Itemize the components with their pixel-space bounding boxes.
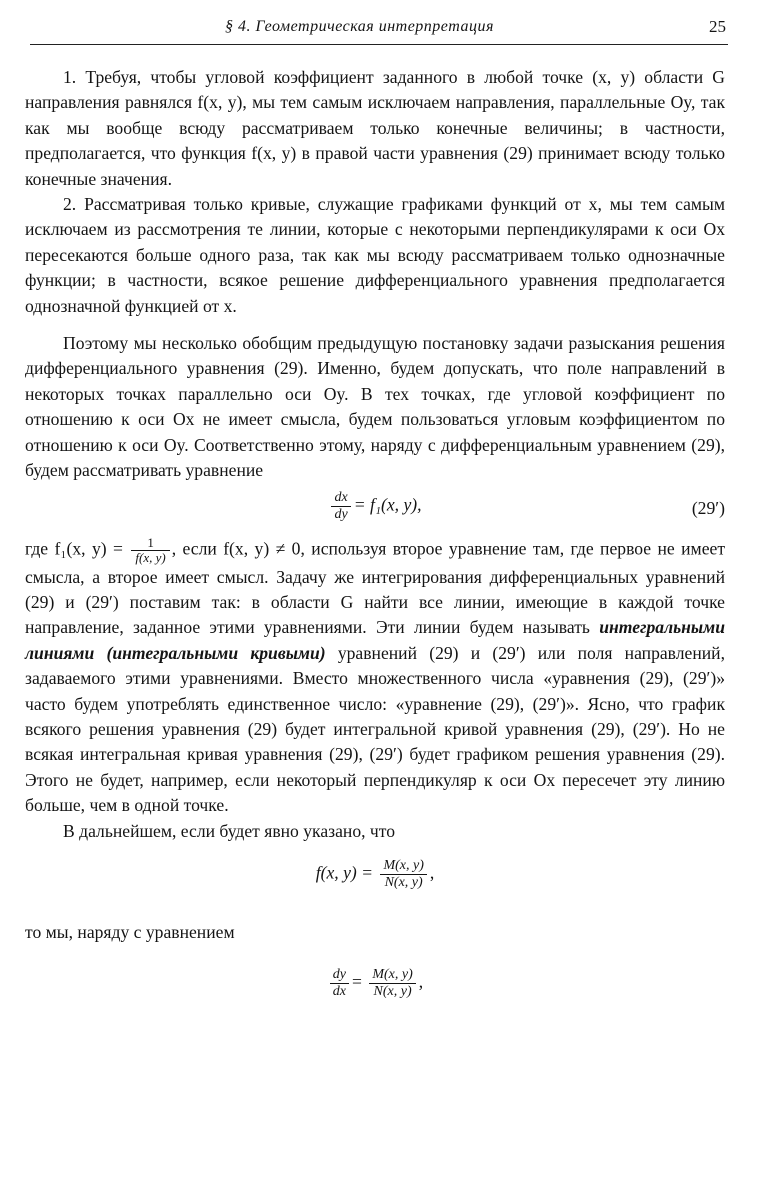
eq2-lhs: f(x, y) = <box>315 862 374 883</box>
eq1-lhs-den: dy <box>334 506 348 522</box>
p4-fraction <box>131 536 169 565</box>
eq2-end: , <box>429 862 435 883</box>
paragraph-3: Поэтому мы несколько обобщим предыдущую постановку задачи разыскания решения дифференциального уравнения (29). Именно, будем допускать, что поле направлений в некоторых точках параллельно оси Oy. В тех точках, где угловой коэффициент по отношению к оси Ox не имеет смысла, будем пользоваться угловым коэффициентом по отношению к оси Oy. Соответственно этому, наряду с дифференциальным уравнением (29), будем рассматривать уравнение <box>25 333 725 481</box>
eq3-den: N(x, y) <box>373 984 412 1000</box>
p4-italic-term: интегральными линиями (интегральными кривыми) <box>25 617 725 663</box>
page-number: 25 <box>709 17 726 36</box>
equation-number: (29′) <box>691 497 725 518</box>
equation-29-prime <box>25 484 725 536</box>
running-header <box>30 14 728 45</box>
eq2-num: M(x, y) <box>380 858 426 875</box>
section-title: § 4. Геометрическая интерпретация <box>225 18 494 35</box>
p4-frac-num: 1 <box>131 536 169 551</box>
eq3-eq: = <box>352 971 362 992</box>
paragraph-6: то мы, наряду с уравнением <box>25 921 235 942</box>
eq2-den: N(x, y) <box>384 874 423 890</box>
eq3-fraction <box>369 967 415 1000</box>
eq1-lhs-fraction <box>331 490 350 523</box>
eq1-rhs: = f₁(x, y), <box>353 494 422 515</box>
paragraph-1: 1. Требуя, чтобы угловой коэффициент заданного в любой точке (x, y) области G направления равнялся f(x, y), мы тем самым исключаем направления, параллельные Oy, так как мы вообще всюду рассматриваем только конечные величины; в частности, предполагается, что функция f(x, y) в правой части уравнения (29) принимает всюду только конечные значения. <box>25 67 725 189</box>
eq3-num: M(x, y) <box>369 967 415 984</box>
paragraph-5: В дальнейшем, если будет явно указано, что <box>63 820 396 841</box>
p4-tail: уравнений (29) и (29′) или поля направлений, задаваемого этими уравнениями. Вместо множественного числа «уравнения (29), (29′)» часто будем употреблять единственное число: «уравнение (29), (29′)». Ясно, что график всякого решения уравнения (29) будет интегральной кривой уравнения (29), (29′). Но не всякая интегральная кривая уравнения (29), (29′) будет графиком решения уравнения (29). Этого не будет, например, если некоторый перпендикуляр к оси Ox пересечет эту линию больше, чем в одной точке. <box>25 642 725 816</box>
eq1-lhs-num: dx <box>331 490 350 507</box>
paragraph-2: 2. Рассматривая только кривые, служащие графиками функций от x, мы тем самым исключаем из рассмотрения те линии, которые с некоторыми перпендикулярами к оси Ox пересекаются больше одного раза, так как мы всюду рассматриваем только однозначные функции; в частности, всякое решение дифференциального уравнения предполагается однозначной функцией от x. <box>25 194 725 316</box>
eq3-lhs-den: dx <box>332 984 347 1000</box>
p4-prefix: где f₁(x, y) = <box>25 538 123 559</box>
page-body <box>25 65 725 1023</box>
paragraph-4 <box>25 536 725 819</box>
equation-f-ratio <box>25 854 725 914</box>
p4-frac-den: f(x, y) <box>135 549 166 565</box>
eq3-lhs-fraction <box>330 967 349 1000</box>
eq3-lhs-num: dy <box>330 967 349 984</box>
equation-dy-dx <box>25 963 725 1023</box>
p4-rest: , если f(x, y) ≠ 0, используя второе уравнение там, где первое не имеет смысла, а второе имеет смысл. Задачу же интегрирования дифференциальных уравнений (29) и (29′) поставим так: в области G найти все линии, имеющие в каждой точке направление, заданное этими уравнениями. Эти линии будем называть <box>25 538 726 638</box>
eq3-end: , <box>418 971 424 992</box>
eq2-fraction <box>380 858 426 891</box>
